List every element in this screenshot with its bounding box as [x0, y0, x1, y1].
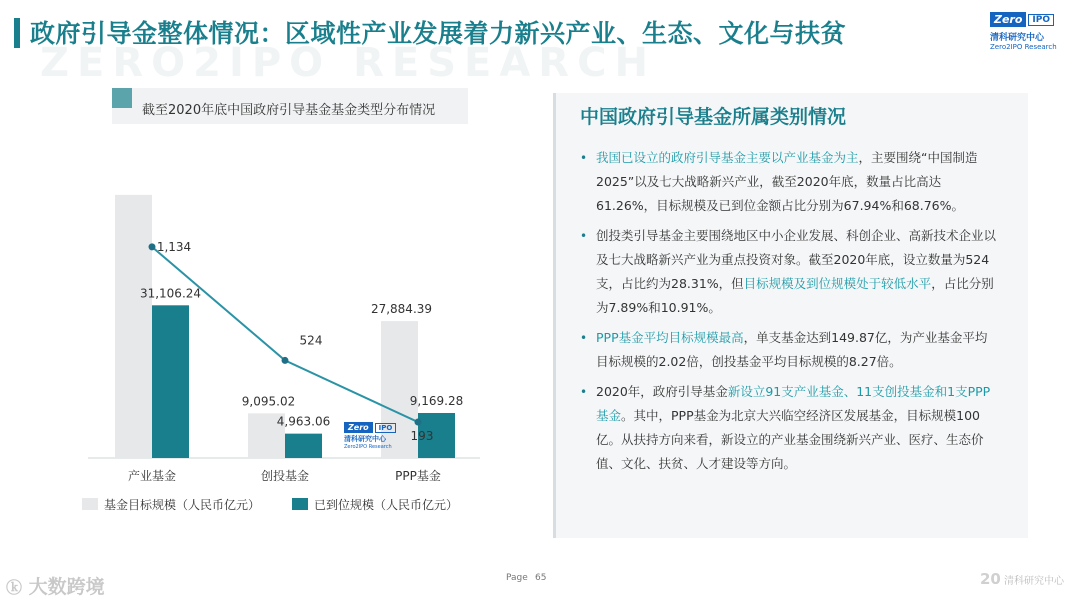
chart-watermark-logo — [344, 422, 400, 456]
legend-label-actual: 已到位规模（人民币亿元） — [314, 498, 459, 512]
wm-logo-ipo: IPO — [375, 423, 397, 433]
logo-cn: 清科研究中心 — [990, 33, 1045, 43]
label-actual-0: 31,106.24 — [139, 286, 202, 301]
logo-zero: Zero — [990, 12, 1026, 27]
bullet-list — [578, 146, 998, 482]
footer-brand — [6, 572, 105, 599]
label-target-2: 27,884.39 — [370, 302, 433, 317]
bullet-item: • 创投类引导基金主要围绕地区中小企业发展、科创企业、高新技术企业以及七大战略新兴产业为重点投资对象。截至2020年底，设立数量为524支，占比约为28.31%，但目标规模及到位规模处于较低水平，占比分别为7.89%和10.91%。 — [578, 224, 998, 320]
bullet-item: • 2020年，政府引导基金新设立91支产业基金、11支创投基金和1支PPP基金。其中，PPP基金为北京大兴临空经济区发展基金，目标规模100亿。从扶持方向来看，新设立的产业基金围绕新兴产业、医疗、生态价值、文化、扶贫、人才建设等方向。 — [578, 380, 998, 476]
chart-title: 截至2020年底中国政府引导基金基金类型分布情况 — [142, 103, 436, 118]
line-label-0: 1,134 — [156, 239, 192, 254]
tick-label-1: 创投基金 — [260, 469, 310, 483]
footer-logo-text: 清科研究中心 — [1004, 576, 1064, 587]
logo-ipo: IPO — [1028, 14, 1054, 26]
page-number: 65 — [535, 573, 547, 583]
legend-swatch-target — [82, 498, 98, 510]
bar-actual-0 — [152, 305, 189, 458]
panel-divider — [553, 93, 556, 538]
chart-svg — [0, 0, 540, 530]
zero2ipo-logo — [990, 12, 1064, 56]
wm-logo-en: Zero2IPO Research — [344, 444, 392, 450]
page-label: Page — [506, 573, 528, 583]
watermark: ZERO2IPO RESEARCH — [40, 40, 656, 86]
page-title: 政府引导金整体情况：区域性产业发展着力新兴产业、生态、文化与扶贫 — [30, 19, 847, 48]
label-target-1: 9,095.02 — [241, 394, 296, 409]
legend-swatch-actual — [292, 498, 308, 510]
footer-logo-num: 20 — [979, 570, 1001, 588]
line-point-2 — [415, 419, 422, 426]
tick-label-0: 产业基金 — [127, 469, 177, 483]
legend-label-target: 基金目标规模（人民币亿元） — [104, 498, 261, 512]
bullet-item: • 我国已设立的政府引导基金主要以产业基金为主，主要围绕“中国制造2025”以及七大战略新兴产业，截至2020年底，数量占比高达61.26%，目标规模及已到位金额占比分别为67.94%和68.76%。 — [578, 146, 998, 218]
label-actual-1: 4,963.06 — [276, 414, 331, 429]
line-point-1 — [282, 357, 289, 364]
logo-en: Zero2IPO Research — [990, 43, 1057, 51]
wm-logo-cn: 清科研究中心 — [344, 435, 386, 443]
wm-logo-zero: Zero — [344, 422, 373, 433]
footer-brand-text: 大数跨境 — [28, 576, 105, 598]
bar-actual-1 — [285, 434, 322, 458]
bar-target-0 — [115, 195, 152, 458]
line-label-1: 524 — [299, 333, 323, 348]
tick-label-2: PPP基金 — [395, 469, 441, 483]
bullet-item: • PPP基金平均目标规模最高，单支基金达到149.87亿，为产业基金平均目标规模的2.02倍，创投基金平均目标规模的8.27倍。 — [578, 326, 998, 374]
label-actual-2: 9,169.28 — [409, 393, 464, 408]
panel-title: 中国政府引导基金所属类别情况 — [580, 106, 847, 128]
footer-brand-icon: ⓚ — [6, 578, 23, 597]
footer-logo — [980, 570, 1064, 588]
line-label-2: 193 — [410, 429, 434, 444]
line-point-0 — [149, 243, 156, 250]
